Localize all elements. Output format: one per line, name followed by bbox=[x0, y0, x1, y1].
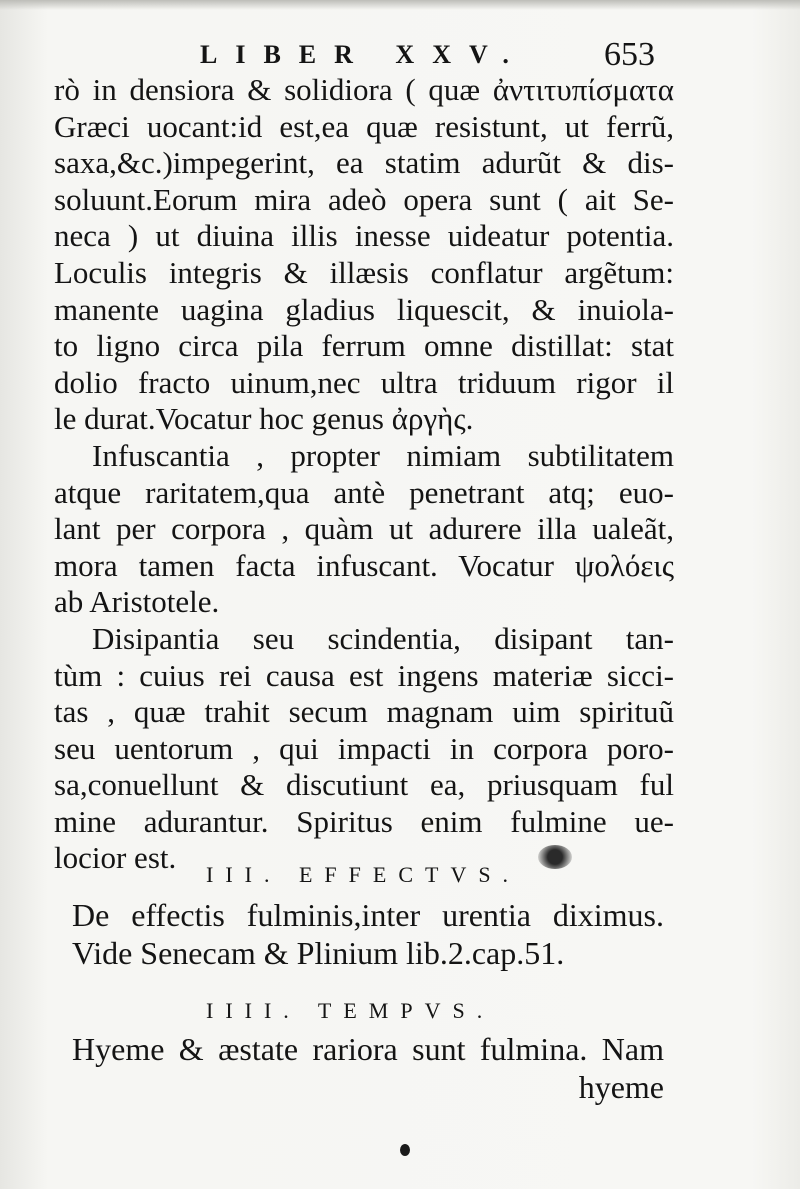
text-line: Hyeme & æstate rariora sunt fulmina. Nam bbox=[72, 1031, 664, 1067]
text-line: De effectis fulminis,inter urentia diximus. bbox=[72, 897, 664, 933]
section-heading-effectus: III. EFFECTVS. bbox=[206, 862, 521, 887]
section-text-tempus bbox=[72, 1030, 664, 1106]
page-number: 653 bbox=[604, 36, 655, 73]
text-line: sa,conuellunt & discutiunt ea, priusquam ful bbox=[54, 767, 674, 803]
text-line: saxa,&c.)impegerint, ea statim adurũt & dis- bbox=[54, 145, 674, 181]
page-edge-shadow bbox=[0, 0, 800, 10]
text-line: to ligno circa pila ferrum omne distillat: stat bbox=[54, 328, 674, 364]
section-heading-tempus: IIII. TEMPVS. bbox=[206, 998, 495, 1023]
text-line: seu uentorum , qui impacti in corpora poro- bbox=[54, 730, 674, 766]
text-line: neca ) ut diuina illis inesse uideatur potentia. bbox=[54, 218, 674, 254]
text-line: manente uagina gladius liquescit, & inuiola- bbox=[54, 291, 674, 327]
text-line: rò in densiora & solidiora ( quæ ἀντιτυπίσματα bbox=[54, 72, 674, 107]
text-line: Vide Senecam & Plinium lib.2.cap.51. bbox=[72, 935, 565, 971]
text-line: le durat.Vocatur hoc genus ἀργὴς. bbox=[54, 401, 474, 437]
text-line: dolio fracto uinum,nec ultra triduum rigor il bbox=[54, 364, 674, 400]
text-line: Loculis integris & illæsis conflatur argẽtum: bbox=[54, 254, 674, 290]
ink-blot bbox=[538, 845, 572, 869]
text-line: tas , quæ trahit secum magnam uim spirituũ bbox=[54, 694, 674, 730]
text-line: atque raritatem,qua antè penetrant atq; euo- bbox=[54, 474, 674, 510]
printer-mark bbox=[400, 1144, 410, 1156]
text-line: Græci uocant:id est,ea quæ resistunt, ut ferrũ, bbox=[54, 108, 674, 144]
text-line: tùm : cuius rei causa est ingens materiæ sicci- bbox=[54, 657, 674, 693]
text-line: lant per corpora , quàm ut adurere illa ualeãt, bbox=[54, 511, 674, 547]
text-line: ab Aristotele. bbox=[54, 584, 220, 620]
text-line: mora tamen facta infuscant. Vocatur ψολόεις bbox=[54, 547, 674, 583]
section-text-effectus bbox=[72, 896, 664, 972]
text-line: Infuscantia , propter nimiam subtilitatem bbox=[92, 437, 674, 473]
body-text bbox=[54, 72, 674, 877]
text-line: locior est. bbox=[54, 840, 177, 876]
running-head-title: LIBER XXV. bbox=[200, 40, 527, 69]
text-line: mine adurantur. Spiritus enim fulmine ue- bbox=[54, 803, 674, 839]
text-line: Disipantia seu scindentia, disipant tan- bbox=[92, 620, 674, 656]
text-line: soluunt.Eorum mira adeò opera sunt ( ait Se- bbox=[54, 181, 674, 217]
catchword: hyeme bbox=[578, 1069, 664, 1105]
